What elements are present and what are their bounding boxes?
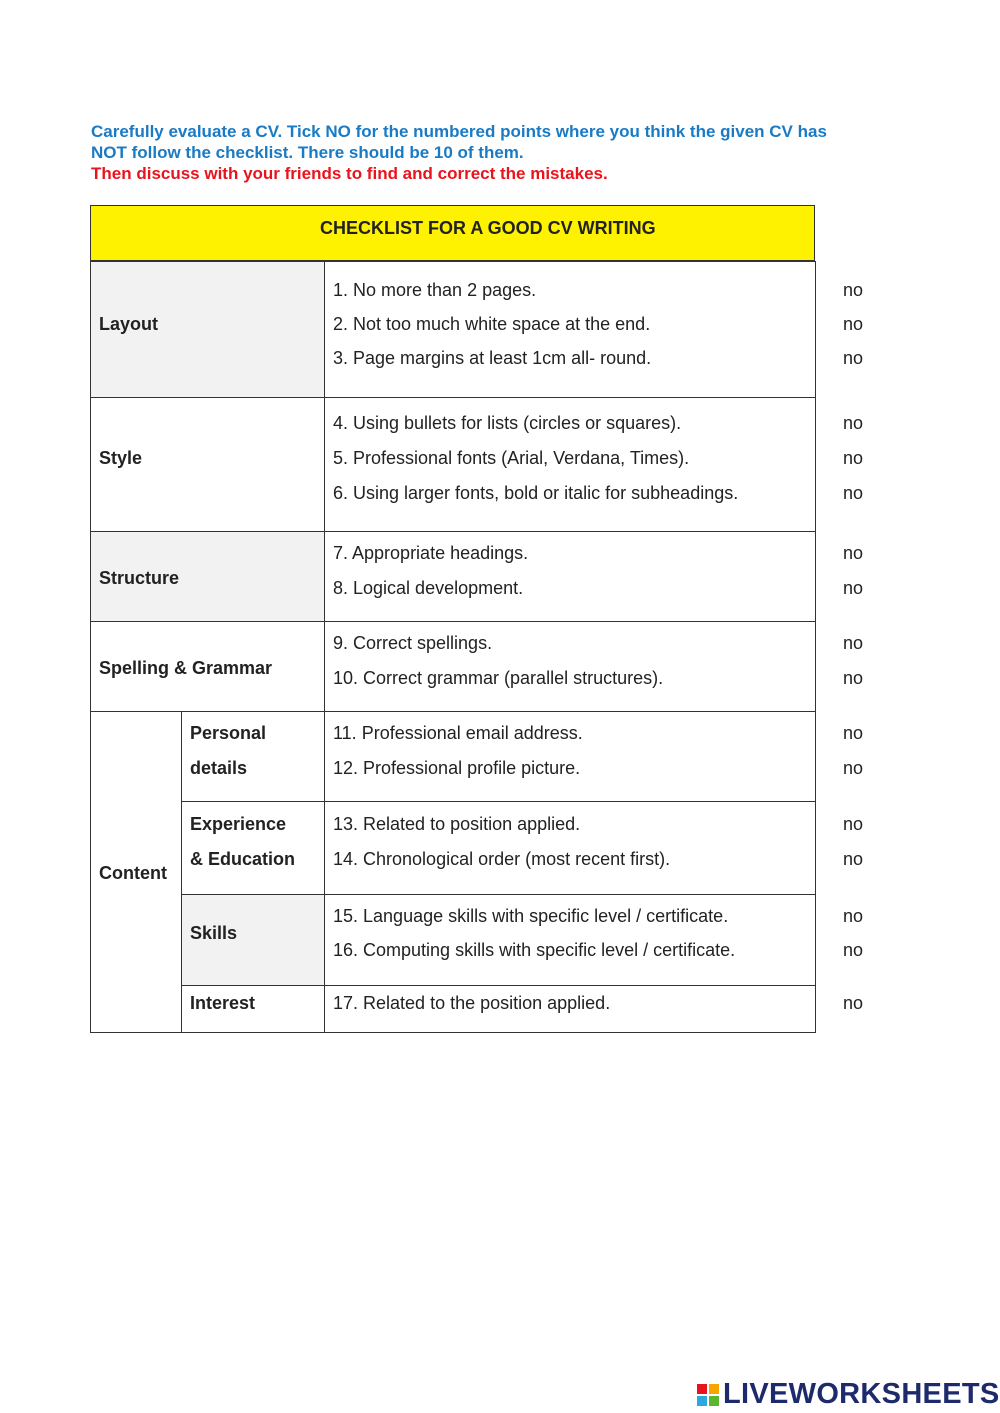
tick-no-6[interactable]: no — [843, 483, 864, 503]
section-layout: Layout — [99, 314, 159, 334]
checklist-item-17: 17. Related to the position applied. — [333, 993, 611, 1013]
tick-no-2[interactable]: no — [843, 314, 864, 334]
tick-no-7[interactable]: no — [843, 543, 864, 563]
instruction-line-2: NOT follow the checklist. There should be 10 of them. — [91, 143, 524, 162]
checklist-item-13: 13. Related to position applied. — [333, 814, 581, 834]
checklist-item-3: 3. Page margins at least 1cm all- round. — [333, 348, 652, 368]
tick-no-5[interactable]: no — [843, 448, 864, 468]
instruction-line-3: Then discuss with your friends to find and correct the mistakes. — [91, 164, 608, 183]
checklist-item-15: 15. Language skills with specific level / certificate. — [333, 906, 729, 926]
section-structure: Structure — [99, 568, 180, 588]
section-personal-line2: details — [190, 758, 248, 778]
tick-no-4[interactable]: no — [843, 413, 864, 433]
tick-no-1[interactable]: no — [843, 280, 864, 300]
checklist-item-6: 6. Using larger fonts, bold or italic for subheadings. — [333, 483, 739, 503]
checklist-item-14: 14. Chronological order (most recent first). — [333, 849, 671, 869]
tick-no-10[interactable]: no — [843, 668, 864, 688]
instructions — [91, 121, 911, 184]
tick-no-13[interactable]: no — [843, 814, 864, 834]
checklist-item-12: 12. Professional profile picture. — [333, 758, 581, 778]
tick-no-14[interactable]: no — [843, 849, 864, 869]
liveworksheets-brand — [697, 1378, 1000, 1411]
section-style: Style — [99, 448, 143, 468]
brand-text: LIVEWORKSHEETS — [723, 1378, 1000, 1410]
section-experience-line1: Experience — [190, 814, 287, 834]
checklist-item-10: 10. Correct grammar (parallel structures). — [333, 668, 664, 688]
checklist-item-5: 5. Professional fonts (Arial, Verdana, Times). — [333, 448, 690, 468]
checklist-item-4: 4. Using bullets for lists (circles or squares). — [333, 413, 682, 433]
section-content: Content — [99, 863, 167, 883]
checklist-title: CHECKLIST FOR A GOOD CV WRITING — [320, 218, 656, 238]
checklist-item-11: 11. Professional email address. — [333, 723, 583, 743]
tick-no-12[interactable]: no — [843, 758, 864, 778]
liveworksheets-logo-icon — [697, 1384, 719, 1406]
tick-no-3[interactable]: no — [843, 348, 864, 368]
checklist-item-1: 1. No more than 2 pages. — [333, 280, 537, 300]
tick-no-11[interactable]: no — [843, 723, 864, 743]
section-personal-line1: Personal — [190, 723, 267, 743]
checklist-item-8: 8. Logical development. — [333, 578, 524, 598]
tick-no-8[interactable]: no — [843, 578, 864, 598]
tick-no-17[interactable]: no — [843, 993, 864, 1013]
tick-no-9[interactable]: no — [843, 633, 864, 653]
tick-no-15[interactable]: no — [843, 906, 864, 926]
checklist-item-7: 7. Appropriate headings. — [333, 543, 529, 563]
checklist-item-2: 2. Not too much white space at the end. — [333, 314, 651, 334]
instruction-line-1: Carefully evaluate a CV. Tick NO for the numbered points where you think the given CV has — [91, 122, 827, 141]
checklist-item-16: 16. Computing skills with specific level / certificate. — [333, 940, 736, 960]
tick-no-16[interactable]: no — [843, 940, 864, 960]
section-experience-line2: & Education — [190, 849, 296, 869]
section-skills: Skills — [190, 923, 238, 943]
checklist-title-bar — [90, 205, 815, 261]
checklist-item-9: 9. Correct spellings. — [333, 633, 493, 653]
section-interest: Interest — [190, 993, 256, 1013]
section-spelling-grammar: Spelling & Grammar — [99, 658, 273, 678]
